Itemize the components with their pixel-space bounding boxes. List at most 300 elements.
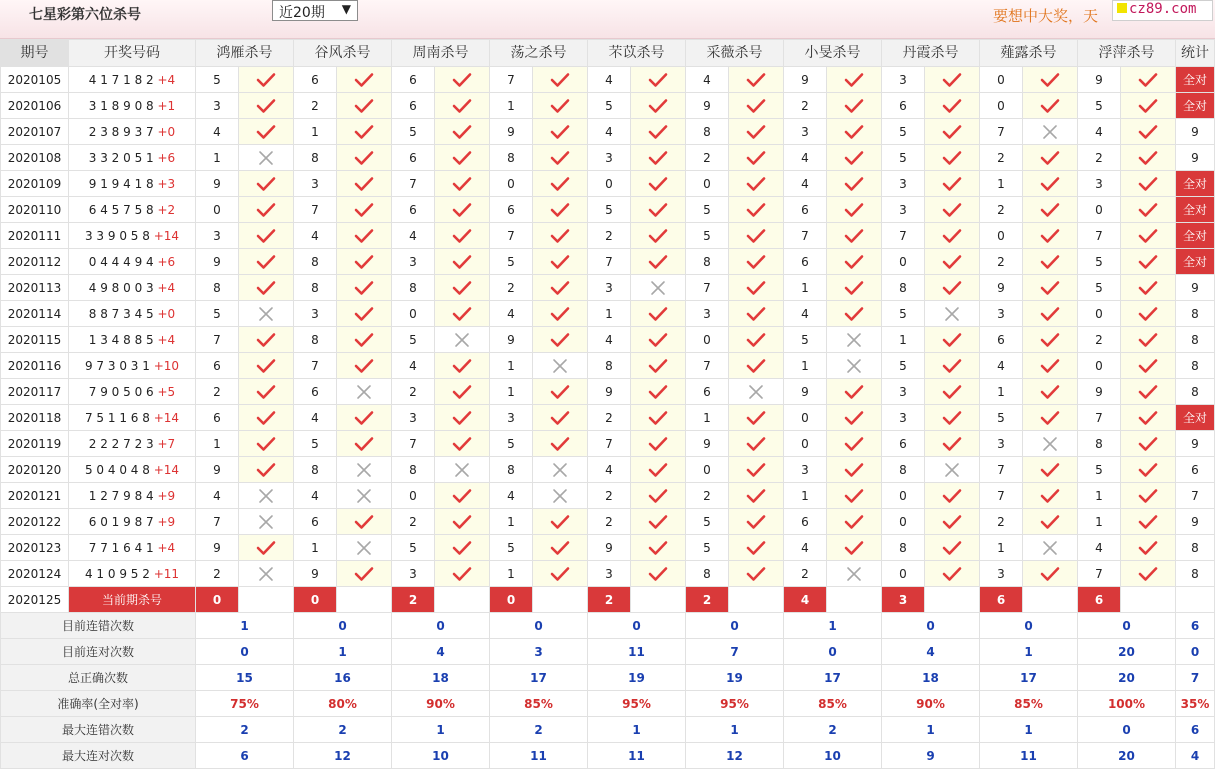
check-icon (435, 483, 490, 509)
check-icon (337, 431, 392, 457)
table-row (1, 535, 1215, 561)
kill-number: 2 (980, 249, 1023, 275)
check-icon (337, 275, 392, 301)
kill-number: 2 (294, 93, 337, 119)
kill-number: 0 (784, 405, 827, 431)
draw-sum: +14 (153, 410, 180, 425)
check-icon (925, 171, 980, 197)
check-icon (337, 405, 392, 431)
check-icon (631, 561, 686, 587)
check-icon (631, 483, 686, 509)
draw-digits: 7 5 1 1 6 8 (84, 410, 150, 425)
kill-number: 3 (588, 145, 631, 171)
current-kill-number: 3 (882, 587, 925, 613)
col-header-stat: 统计 (1176, 40, 1215, 67)
check-icon (1121, 197, 1176, 223)
kill-number: 7 (490, 67, 533, 93)
summary-value: 0 (392, 613, 490, 639)
check-icon (729, 509, 784, 535)
check-icon (925, 67, 980, 93)
check-icon (533, 379, 588, 405)
check-icon (631, 405, 686, 431)
kill-number: 3 (882, 405, 925, 431)
check-icon (729, 67, 784, 93)
kill-number: 8 (686, 249, 729, 275)
check-icon (631, 301, 686, 327)
check-icon (533, 171, 588, 197)
kill-number: 8 (490, 145, 533, 171)
check-icon (1023, 353, 1078, 379)
kill-number: 6 (784, 249, 827, 275)
kill-number: 8 (294, 457, 337, 483)
summary-value: 12 (294, 743, 392, 769)
check-icon (1023, 171, 1078, 197)
kill-number: 6 (392, 197, 435, 223)
kill-number: 4 (686, 67, 729, 93)
kill-number: 8 (294, 249, 337, 275)
kill-number: 4 (588, 457, 631, 483)
kill-number: 6 (882, 431, 925, 457)
summary-value: 15 (196, 665, 294, 691)
check-icon (827, 431, 882, 457)
summary-value: 95% (588, 691, 686, 717)
draw-numbers (69, 249, 196, 275)
draw-digits: 2 2 2 7 2 3 (88, 436, 154, 451)
summary-value: 18 (392, 665, 490, 691)
kill-number: 0 (980, 223, 1023, 249)
full-correct-badge: 全对 (1176, 171, 1215, 197)
check-icon (1023, 249, 1078, 275)
check-icon (729, 249, 784, 275)
check-icon (533, 67, 588, 93)
kill-number: 5 (196, 301, 239, 327)
kill-number: 6 (294, 379, 337, 405)
kill-number: 9 (196, 457, 239, 483)
kill-number: 8 (392, 457, 435, 483)
check-icon (729, 197, 784, 223)
summary-value: 90% (392, 691, 490, 717)
summary-label: 目前连对次数 (1, 639, 196, 665)
kill-number: 5 (1078, 275, 1121, 301)
draw-digits: 2 3 8 9 3 7 (88, 124, 154, 139)
check-icon (337, 509, 392, 535)
check-icon (1023, 275, 1078, 301)
summary-value: 2 (294, 717, 392, 743)
check-icon (925, 223, 980, 249)
kill-number: 0 (1078, 197, 1121, 223)
draw-numbers (69, 67, 196, 93)
check-icon (1023, 457, 1078, 483)
kill-number: 7 (980, 457, 1023, 483)
brand-badge[interactable] (1112, 0, 1213, 21)
issue-number: 2020110 (1, 197, 69, 223)
summary-value: 85% (980, 691, 1078, 717)
kill-number: 7 (196, 509, 239, 535)
col-header-expert[interactable]: 小旻杀号 (784, 40, 882, 67)
draw-sum: +4 (157, 280, 176, 295)
check-icon (533, 431, 588, 457)
kill-number: 5 (294, 431, 337, 457)
check-icon (729, 223, 784, 249)
cross-icon (729, 379, 784, 405)
kill-number: 7 (980, 483, 1023, 509)
col-header-expert[interactable]: 鸿雁杀号 (196, 40, 294, 67)
cross-icon (337, 483, 392, 509)
correct-count: 9 (1176, 145, 1215, 171)
kill-number: 4 (588, 67, 631, 93)
kill-number: 6 (784, 509, 827, 535)
cross-icon (337, 457, 392, 483)
check-icon (1121, 353, 1176, 379)
kill-number: 0 (1078, 353, 1121, 379)
kill-number: 3 (784, 457, 827, 483)
draw-numbers (69, 301, 196, 327)
table-row (1, 171, 1215, 197)
draw-numbers (69, 223, 196, 249)
full-correct-badge: 全对 (1176, 223, 1215, 249)
check-icon (631, 171, 686, 197)
kill-number: 4 (392, 223, 435, 249)
summary-stat: 4 (1176, 743, 1215, 769)
check-icon (1121, 327, 1176, 353)
kill-number: 5 (980, 405, 1023, 431)
check-icon (827, 301, 882, 327)
draw-numbers (69, 379, 196, 405)
kill-number: 8 (588, 353, 631, 379)
check-icon (435, 93, 490, 119)
issue-number: 2020105 (1, 67, 69, 93)
kill-number: 3 (980, 301, 1023, 327)
kill-number: 3 (882, 67, 925, 93)
issue-number: 2020123 (1, 535, 69, 561)
draw-digits: 1 3 4 8 8 5 (88, 332, 154, 347)
check-icon (729, 275, 784, 301)
kill-number: 5 (686, 509, 729, 535)
header-row (1, 40, 1215, 67)
check-icon (239, 275, 294, 301)
draw-digits: 3 1 8 9 0 8 (88, 98, 154, 113)
col-header-expert[interactable]: 芣苡杀号 (588, 40, 686, 67)
kill-number: 2 (196, 379, 239, 405)
check-icon (729, 483, 784, 509)
kill-number: 4 (784, 301, 827, 327)
cross-icon (827, 353, 882, 379)
kill-number: 8 (196, 275, 239, 301)
check-icon (925, 197, 980, 223)
table-row (1, 483, 1215, 509)
summary-value: 85% (490, 691, 588, 717)
draw-digits: 4 9 8 0 0 3 (88, 280, 154, 295)
check-icon (1121, 457, 1176, 483)
chevron-down-icon: ▼ (341, 2, 351, 16)
draw-digits: 3 3 9 0 5 8 (84, 228, 150, 243)
correct-count: 9 (1176, 275, 1215, 301)
col-header-expert[interactable]: 浮萍杀号 (1078, 40, 1176, 67)
correct-count: 8 (1176, 353, 1215, 379)
summary-value: 1 (882, 717, 980, 743)
kill-number: 1 (882, 327, 925, 353)
kill-number: 1 (490, 561, 533, 587)
cross-icon (1023, 431, 1078, 457)
correct-count: 8 (1176, 301, 1215, 327)
draw-numbers (69, 145, 196, 171)
check-icon (925, 535, 980, 561)
table-row (1, 197, 1215, 223)
check-icon (925, 275, 980, 301)
check-icon (925, 561, 980, 587)
check-icon (533, 275, 588, 301)
kill-number: 8 (686, 119, 729, 145)
summary-value: 1 (392, 717, 490, 743)
check-icon (729, 119, 784, 145)
summary-value: 1 (588, 717, 686, 743)
check-icon (239, 249, 294, 275)
kill-number: 7 (294, 353, 337, 379)
cross-icon (533, 353, 588, 379)
kill-number: 2 (588, 405, 631, 431)
issue-number: 2020109 (1, 171, 69, 197)
kill-number: 3 (1078, 171, 1121, 197)
check-icon (533, 535, 588, 561)
summary-value: 0 (882, 613, 980, 639)
kill-number: 7 (392, 171, 435, 197)
period-select-value: 近20期 (279, 5, 325, 21)
summary-value: 17 (784, 665, 882, 691)
check-icon (337, 561, 392, 587)
kill-number: 2 (784, 93, 827, 119)
check-icon (239, 197, 294, 223)
draw-sum: +6 (157, 150, 176, 165)
check-icon (337, 353, 392, 379)
correct-count: 9 (1176, 509, 1215, 535)
current-kill-blank (239, 587, 294, 613)
table-row (1, 93, 1215, 119)
check-icon (337, 145, 392, 171)
kill-number: 7 (588, 249, 631, 275)
correct-count: 8 (1176, 327, 1215, 353)
kill-number: 3 (392, 405, 435, 431)
summary-value: 1 (196, 613, 294, 639)
kill-number: 5 (882, 119, 925, 145)
check-icon (239, 431, 294, 457)
check-icon (239, 171, 294, 197)
issue-number: 2020106 (1, 93, 69, 119)
kill-number: 3 (980, 431, 1023, 457)
kill-number: 3 (392, 249, 435, 275)
kill-number: 9 (784, 379, 827, 405)
kill-number: 6 (882, 93, 925, 119)
col-header-expert[interactable]: 谷风杀号 (294, 40, 392, 67)
draw-sum: +2 (157, 202, 176, 217)
summary-value: 2 (784, 717, 882, 743)
summary-stat: 6 (1176, 717, 1215, 743)
kill-number: 8 (882, 275, 925, 301)
check-icon (239, 457, 294, 483)
kill-number: 7 (686, 353, 729, 379)
current-kill-blank (337, 587, 392, 613)
issue-number: 2020114 (1, 301, 69, 327)
kill-number: 3 (980, 561, 1023, 587)
table-row (1, 249, 1215, 275)
correct-count: 8 (1176, 379, 1215, 405)
summary-value: 11 (980, 743, 1078, 769)
kill-number: 2 (686, 145, 729, 171)
cross-icon (239, 561, 294, 587)
check-icon (1121, 405, 1176, 431)
kill-number: 5 (784, 327, 827, 353)
check-icon (729, 535, 784, 561)
summary-label: 最大连对次数 (1, 743, 196, 769)
summary-value: 11 (588, 639, 686, 665)
check-icon (1023, 223, 1078, 249)
kill-number: 7 (196, 327, 239, 353)
summary-value: 0 (294, 613, 392, 639)
kill-number: 3 (196, 93, 239, 119)
summary-value: 3 (490, 639, 588, 665)
kill-number: 0 (686, 171, 729, 197)
current-kill-number: 6 (980, 587, 1023, 613)
check-icon (827, 67, 882, 93)
summary-stat: 6 (1176, 613, 1215, 639)
check-icon (827, 379, 882, 405)
kill-number: 8 (686, 561, 729, 587)
kill-number: 7 (490, 223, 533, 249)
kill-number: 0 (490, 171, 533, 197)
kill-number: 5 (588, 93, 631, 119)
current-kill-blank (435, 587, 490, 613)
current-stat-blank (1176, 587, 1215, 613)
check-icon (435, 509, 490, 535)
kill-number: 3 (588, 275, 631, 301)
kill-number: 3 (294, 301, 337, 327)
kill-number: 0 (686, 457, 729, 483)
kill-number: 9 (294, 561, 337, 587)
check-icon (827, 405, 882, 431)
col-header-expert[interactable]: 薤露杀号 (980, 40, 1078, 67)
col-header-expert[interactable]: 周南杀号 (392, 40, 490, 67)
kill-number: 9 (490, 119, 533, 145)
check-icon (337, 119, 392, 145)
check-icon (533, 197, 588, 223)
kill-number: 4 (784, 145, 827, 171)
check-icon (729, 93, 784, 119)
summary-value: 4 (882, 639, 980, 665)
kill-number: 3 (196, 223, 239, 249)
kill-number: 5 (392, 327, 435, 353)
check-icon (435, 249, 490, 275)
draw-sum: +7 (157, 436, 176, 451)
kill-number: 1 (980, 379, 1023, 405)
check-icon (337, 249, 392, 275)
check-icon (533, 249, 588, 275)
check-icon (1023, 483, 1078, 509)
col-header-expert[interactable]: 丹霞杀号 (882, 40, 980, 67)
summary-value: 0 (784, 639, 882, 665)
check-icon (631, 223, 686, 249)
summary-value: 10 (392, 743, 490, 769)
summary-value: 16 (294, 665, 392, 691)
kill-number: 5 (882, 301, 925, 327)
draw-sum: +4 (157, 72, 176, 87)
kill-number: 4 (588, 119, 631, 145)
summary-stat: 35% (1176, 691, 1215, 717)
check-icon (925, 119, 980, 145)
table-row (1, 301, 1215, 327)
col-header-expert[interactable]: 荡之杀号 (490, 40, 588, 67)
current-kill-blank (1121, 587, 1176, 613)
draw-digits: 4 1 7 1 8 2 (88, 72, 154, 87)
kill-number: 2 (588, 483, 631, 509)
cross-icon (435, 327, 490, 353)
summary-label: 目前连错次数 (1, 613, 196, 639)
kill-number: 4 (294, 223, 337, 249)
summary-value: 11 (490, 743, 588, 769)
draw-sum: +14 (153, 462, 180, 477)
kill-number: 4 (490, 483, 533, 509)
summary-value: 75% (196, 691, 294, 717)
check-icon (925, 431, 980, 457)
current-kill-number: 6 (1078, 587, 1121, 613)
table-row (1, 67, 1215, 93)
kill-number: 5 (588, 197, 631, 223)
check-icon (337, 93, 392, 119)
kill-number: 0 (980, 67, 1023, 93)
check-icon (729, 171, 784, 197)
cross-icon (631, 275, 686, 301)
check-icon (631, 249, 686, 275)
kill-number: 3 (784, 119, 827, 145)
cross-icon (827, 327, 882, 353)
col-header-expert[interactable]: 采薇杀号 (686, 40, 784, 67)
table-row (1, 353, 1215, 379)
kill-number: 4 (196, 119, 239, 145)
draw-sum: +4 (157, 540, 176, 555)
draw-numbers (69, 327, 196, 353)
summary-value: 0 (490, 613, 588, 639)
check-icon (729, 405, 784, 431)
current-kill-number: 0 (490, 587, 533, 613)
cross-icon (337, 535, 392, 561)
page-title: 七星彩第六位杀号 (29, 7, 141, 23)
check-icon (1023, 327, 1078, 353)
kill-number: 3 (882, 197, 925, 223)
period-select[interactable] (272, 0, 358, 21)
draw-digits: 7 7 1 6 4 1 (88, 540, 154, 555)
issue-number: 2020112 (1, 249, 69, 275)
check-icon (337, 223, 392, 249)
check-icon (239, 223, 294, 249)
cross-icon (533, 457, 588, 483)
check-icon (1023, 301, 1078, 327)
summary-value: 0 (588, 613, 686, 639)
kill-number: 2 (980, 197, 1023, 223)
summary-value: 19 (686, 665, 784, 691)
kill-number: 5 (686, 535, 729, 561)
current-kill-number: 0 (196, 587, 239, 613)
kill-number: 9 (1078, 379, 1121, 405)
check-icon (239, 93, 294, 119)
kill-number: 8 (294, 275, 337, 301)
check-icon (1121, 431, 1176, 457)
check-icon (533, 561, 588, 587)
issue-number: 2020116 (1, 353, 69, 379)
kill-number: 1 (294, 535, 337, 561)
check-icon (827, 275, 882, 301)
cross-icon (239, 483, 294, 509)
kill-number: 1 (784, 353, 827, 379)
kill-number: 0 (392, 483, 435, 509)
check-icon (435, 405, 490, 431)
